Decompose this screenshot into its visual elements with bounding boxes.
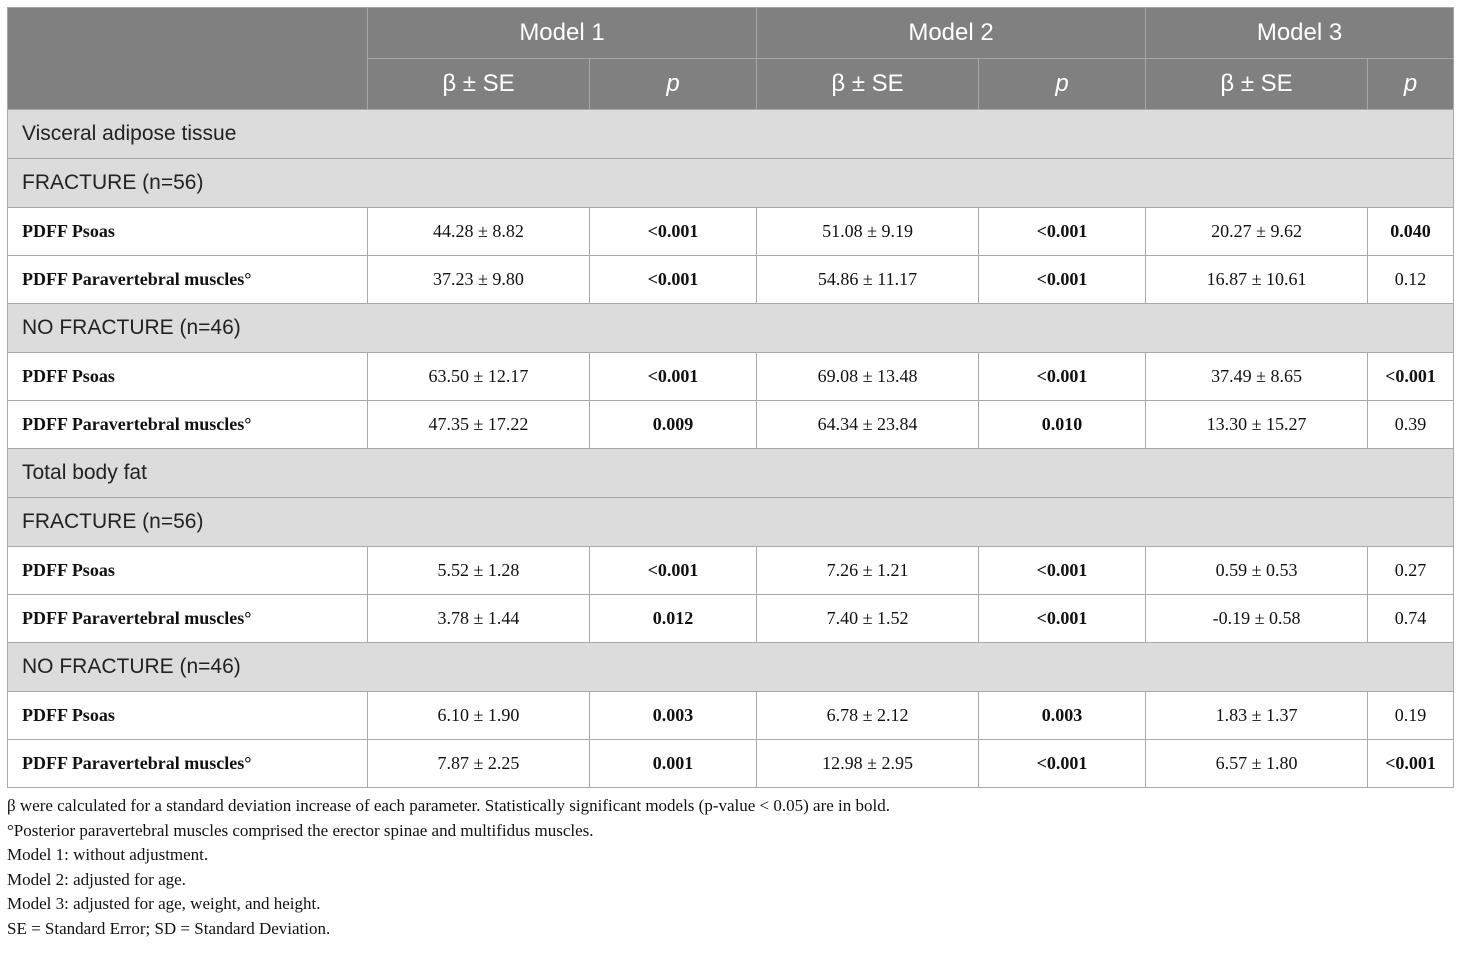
model-3-p-value-cell: <0.001 xyxy=(1368,740,1454,788)
section-header-row xyxy=(8,110,1454,159)
section-header-row xyxy=(8,449,1454,498)
model-1-p-value-cell: 0.003 xyxy=(590,692,757,740)
model-1-p-value-cell: 0.009 xyxy=(590,401,757,449)
model-2-beta-se-cell: 64.34 ± 23.84 xyxy=(757,401,979,449)
table-footnotes xyxy=(7,794,1453,941)
section-header-row xyxy=(8,643,1454,692)
footnote-line: β were calculated for a standard deviation increase of each parameter. Statistically significant models (p-value < 0.05) are in bold. xyxy=(7,796,891,815)
table-row xyxy=(8,401,1454,449)
model-2-beta-se-cell: 6.78 ± 2.12 xyxy=(757,692,979,740)
results-table xyxy=(7,7,1454,788)
model-2-beta-se-cell: 12.98 ± 2.95 xyxy=(757,740,979,788)
model-2-p-value-cell: <0.001 xyxy=(979,208,1146,256)
model-3-beta-se-cell: 16.87 ± 10.61 xyxy=(1146,256,1368,304)
model-header-row xyxy=(8,8,1454,59)
model-2-beta-se-cell: 51.08 ± 9.19 xyxy=(757,208,979,256)
table-row xyxy=(8,256,1454,304)
model-1-beta-se-cell: 3.78 ± 1.44 xyxy=(368,595,590,643)
model-1-beta-header: β ± SE xyxy=(368,59,590,110)
model-2-p-header: p xyxy=(979,59,1146,110)
table-row xyxy=(8,692,1454,740)
model-1-beta-se-cell: 6.10 ± 1.90 xyxy=(368,692,590,740)
model-1-p-value-cell: <0.001 xyxy=(590,256,757,304)
footnote-line: SE = Standard Error; SD = Standard Deviation. xyxy=(7,918,331,938)
model-2-beta-se-cell: 69.08 ± 13.48 xyxy=(757,353,979,401)
row-label: PDFF Psoas xyxy=(8,208,368,256)
model-1-p-header: p xyxy=(590,59,757,110)
model-1-beta-se-cell: 44.28 ± 8.82 xyxy=(368,208,590,256)
model-3-beta-se-cell: 20.27 ± 9.62 xyxy=(1146,208,1368,256)
section-label: FRACTURE (n=56) xyxy=(8,498,1454,547)
row-label: PDFF Paravertebral muscles° xyxy=(8,595,368,643)
model-2-beta-header: β ± SE xyxy=(757,59,979,110)
model-2-p-value-cell: 0.010 xyxy=(979,401,1146,449)
model-3-p-value-cell: 0.12 xyxy=(1368,256,1454,304)
footnote-line: Model 3: adjusted for age, weight, and height. xyxy=(7,894,321,913)
table-row xyxy=(8,208,1454,256)
header-blank-cell xyxy=(8,8,368,110)
footnote-line: °Posterior paravertebral muscles comprised the erector spinae and multifidus muscles. xyxy=(7,820,594,840)
model-1-p-value-cell: <0.001 xyxy=(590,547,757,595)
model-3-p-value-cell: 0.040 xyxy=(1368,208,1454,256)
footnote-line: Model 2: adjusted for age. xyxy=(7,869,186,889)
section-label: Visceral adipose tissue xyxy=(8,110,1454,159)
row-label: PDFF Paravertebral muscles° xyxy=(8,256,368,304)
model-2-p-value-cell: <0.001 xyxy=(979,256,1146,304)
table-body xyxy=(8,110,1454,788)
model-2-beta-se-cell: 7.26 ± 1.21 xyxy=(757,547,979,595)
model-3-beta-se-cell: -0.19 ± 0.58 xyxy=(1146,595,1368,643)
model-3-beta-se-cell: 37.49 ± 8.65 xyxy=(1146,353,1368,401)
model-1-beta-se-cell: 7.87 ± 2.25 xyxy=(368,740,590,788)
model-1-beta-se-cell: 5.52 ± 1.28 xyxy=(368,547,590,595)
model-1-header: Model 1 xyxy=(368,8,757,59)
model-1-p-value-cell: <0.001 xyxy=(590,208,757,256)
model-1-beta-se-cell: 37.23 ± 9.80 xyxy=(368,256,590,304)
model-3-beta-se-cell: 1.83 ± 1.37 xyxy=(1146,692,1368,740)
section-label: NO FRACTURE (n=46) xyxy=(8,643,1454,692)
row-label: PDFF Paravertebral muscles° xyxy=(8,740,368,788)
model-3-beta-se-cell: 13.30 ± 15.27 xyxy=(1146,401,1368,449)
row-label: PDFF Paravertebral muscles° xyxy=(8,401,368,449)
model-3-p-value-cell: 0.27 xyxy=(1368,547,1454,595)
model-3-p-value-cell: 0.39 xyxy=(1368,401,1454,449)
model-1-p-value-cell: 0.001 xyxy=(590,740,757,788)
row-label: PDFF Psoas xyxy=(8,353,368,401)
model-2-p-value-cell: <0.001 xyxy=(979,353,1146,401)
section-header-row xyxy=(8,304,1454,353)
model-3-beta-se-cell: 6.57 ± 1.80 xyxy=(1146,740,1368,788)
model-3-p-value-cell: <0.001 xyxy=(1368,353,1454,401)
model-2-p-value-cell: 0.003 xyxy=(979,692,1146,740)
model-1-beta-se-cell: 63.50 ± 12.17 xyxy=(368,353,590,401)
table-row xyxy=(8,595,1454,643)
section-label: NO FRACTURE (n=46) xyxy=(8,304,1454,353)
section-label: FRACTURE (n=56) xyxy=(8,159,1454,208)
footnote-line: Model 1: without adjustment. xyxy=(7,845,209,864)
model-1-p-value-cell: <0.001 xyxy=(590,353,757,401)
model-2-p-value-cell: <0.001 xyxy=(979,547,1146,595)
table-row xyxy=(8,740,1454,788)
model-3-header: Model 3 xyxy=(1146,8,1454,59)
model-2-beta-se-cell: 54.86 ± 11.17 xyxy=(757,256,979,304)
section-label: Total body fat xyxy=(8,449,1454,498)
model-3-p-header: p xyxy=(1368,59,1454,110)
model-1-p-value-cell: 0.012 xyxy=(590,595,757,643)
model-2-beta-se-cell: 7.40 ± 1.52 xyxy=(757,595,979,643)
row-label: PDFF Psoas xyxy=(8,547,368,595)
model-2-header: Model 2 xyxy=(757,8,1146,59)
model-2-p-value-cell: <0.001 xyxy=(979,595,1146,643)
section-header-row xyxy=(8,159,1454,208)
section-header-row xyxy=(8,498,1454,547)
model-3-p-value-cell: 0.74 xyxy=(1368,595,1454,643)
results-table-container xyxy=(7,7,1453,941)
model-2-p-value-cell: <0.001 xyxy=(979,740,1146,788)
model-3-p-value-cell: 0.19 xyxy=(1368,692,1454,740)
table-row xyxy=(8,353,1454,401)
table-row xyxy=(8,547,1454,595)
model-3-beta-header: β ± SE xyxy=(1146,59,1368,110)
row-label: PDFF Psoas xyxy=(8,692,368,740)
model-3-beta-se-cell: 0.59 ± 0.53 xyxy=(1146,547,1368,595)
model-1-beta-se-cell: 47.35 ± 17.22 xyxy=(368,401,590,449)
